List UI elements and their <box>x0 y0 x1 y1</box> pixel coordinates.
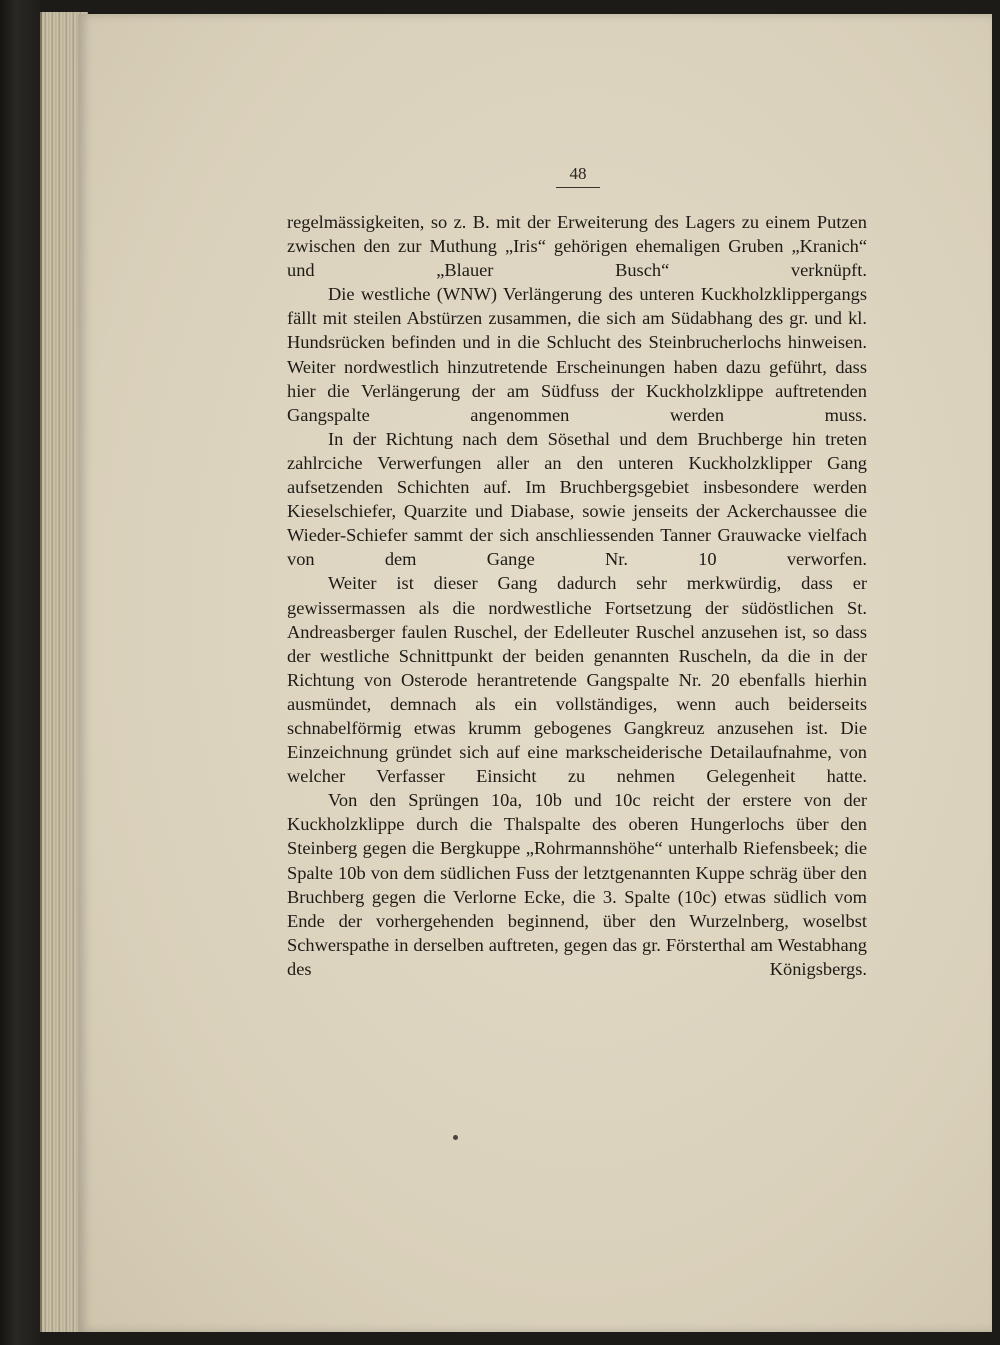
paragraph: Weiter ist dieser Gang dadurch sehr merkwürdig, dass er gewissermassen als die nordwestliche Fortsetzung der südöstlichen St. Andreasberger faulen Ruschel, der Edelleuter Ruschel anzusehen ist, so dass der westliche Schnittpunkt der beiden genannten Ruscheln, da die in der Richtung von Osterode herantretende Gangspalte Nr. 20 ebenfalls hierhin ausmündet, demnach als ein vollständiges, wenn auch beiderseits schnabelförmig etwas krumm gebogenes Gangkreuz anzusehen ist. Die Einzeichnung gründet sich auf eine markscheiderische Detailaufnahme, von welcher Verfasser Einsicht zu nehmen Gelegenheit hatte. <box>287 573 867 787</box>
page-number: 48 <box>569 164 587 183</box>
body-text <box>287 210 867 981</box>
paragraph: Von den Sprüngen 10a, 10b und 10c reicht der erstere von der Kuckholzklippe durch die Thalspalte des oberen Hungerlochs über den Steinberg gegen die Bergkuppe „Rohrmannshöhe“ unterhalb Riefensbeek; die Spalte 10b von dem südlichen Fuss der letztgenannten Kuppe schräg über den Bruchberg gegen die Verlorne Ecke, die 3. Spalte (10c) etwas südlich vom Ende der vorhergehenden beginnend, über den Wurzelnberg, woselbst Schwerspathe in derselben auftreten, gegen das gr. Försterthal am Westabhang des Königsbergs. <box>287 790 867 979</box>
paragraph: In der Richtung nach dem Sösethal und dem Bruchberge hin treten zahlrciche Verwerfungen aller an den unteren Kuckholzklipper Gang aufsetzenden Schichten auf. Im Bruchbergsgebiet insbesondere werden Kieselschiefer, Quarzite und Diabase, sowie jenseits der Ackerchaussee die Wieder-Schiefer sammt der sich anschliessenden Tanner Grauwacke vielfach von dem Gange Nr. 10 verworfen. <box>287 428 867 570</box>
ink-speck <box>453 1135 458 1140</box>
paragraph: Die westliche (WNW) Verlängerung des unteren Kuckholzklippergangs fällt mit steilen Abstürzen zusammen, die sich am Südabhang des gr. und kl. Hundsrücken befinden und in die Schlucht des Steinbrucherlochs hinweisen. Weiter nordwestlich hinzutretende Erscheinungen haben dazu geführt, dass hier die Verlängerung der am Südfuss der Kuckholzklippe auftretenden Gangspalte angenommen werden muss. <box>287 284 867 425</box>
page-number-rule <box>556 187 600 188</box>
paragraph: regelmässigkeiten, so z. B. mit der Erweiterung des Lagers zu einem Putzen zwischen den zur Muthung „Iris“ gehörigen ehemaligen Gruben „Kranich“ und „Blauer Busch“ verknüpft. <box>287 212 867 281</box>
book-binding <box>0 0 40 1345</box>
